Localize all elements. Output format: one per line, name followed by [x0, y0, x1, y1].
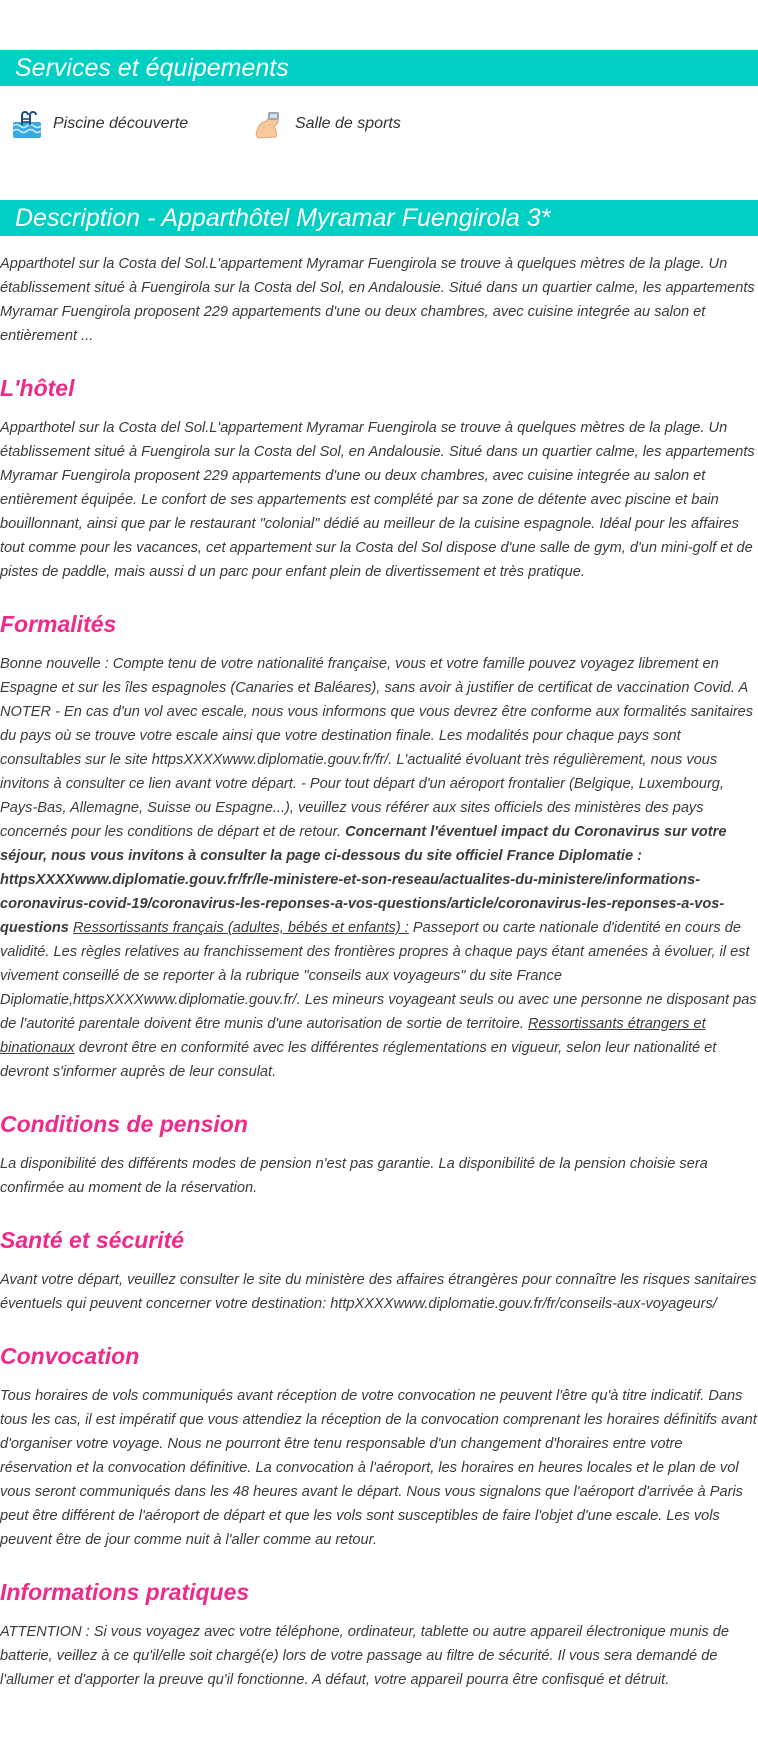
sante-text: Avant votre départ, veuillez consulter le site du ministère des affaires étrangères pour connaître les risques sanitaires éventuels qui peuvent concerner votre destination: httpXXXXwww.diplomatie.gouv.fr/fr/conseils-aux-voyageurs/ [0, 1272, 757, 1312]
services-heading: Services et équipements [0, 50, 758, 86]
pension-text: La disponibilité des différents modes de pension n'est pas garantie. La disponibilité de la pension choisie sera confirmée au moment de la réservation. [0, 1156, 708, 1196]
formalites-covid-notice: Concernant l'éventuel impact du Coronavirus sur votre séjour, nous vous invitons à consulter la page ci-dessous du site officiel France Diplomatie : httpsXXXXwww.diplomatie.gouv.fr/fr/le-ministere-et-son-reseau/actualites-du-ministere/informations-coronavirus-covid-19/coronavirus-les-reponses-a-vos-questions/article/coronavirus-les-reponses-a-vos-questions [0, 824, 727, 936]
gym-icon [253, 108, 285, 140]
french-nationals-label: Ressortissants français (adultes, bébés et enfants) : [72, 920, 409, 936]
section-title-infos: Informations pratiques [0, 1579, 250, 1605]
service-label: Piscine découverte [53, 115, 189, 132]
service-label: Salle de sports [295, 115, 401, 132]
pool-icon [11, 108, 43, 140]
section-title-hotel: L'hôtel [0, 375, 75, 401]
hotel-text: Apparthotel sur la Costa del Sol.L'appartement Myramar Fuengirola se trouve à quelques mètres de la plage. Un établissement situé à Fuengirola sur la Costa del Sol, en Andalousie. Situé dans un quartier calme, les appartements Myramar Fuengirola proposent 229 appartements d'une ou deux chambres, avec cuisine integrée au salon et entièrement équipée. Le confort de ses appartements est complété par sa zone de détente avec piscine et bain bouillonnant, ainsi que par le restaurant "colonial" dédié au meilleur de la cuisine espagnole. Idéal pour les affaires tout comme pour les vacances, cet appartement sur la Costa del Sol dispose d'une salle de gym, d'un mini-golf et de pistes de paddle, mais aussi d un parc pour enfant plein de divertissement et très pratique. [0, 420, 755, 580]
description-heading: Description - Apparthôtel Myramar Fuengirola 3* [0, 200, 758, 236]
section-title-formalites: Formalités [0, 611, 117, 637]
description-summary: Apparthotel sur la Costa del Sol.L'appartement Myramar Fuengirola se trouve à quelques mètres de la plage. Un établissement situé à Fuengirola sur la Costa del Sol, en Andalousie. Situé dans un quartier calme, les appartements Myramar Fuengirola proposent 229 appartements d'une ou deux chambres, avec cuisine integrée au salon et entièrement ... [0, 256, 755, 344]
service-gym [253, 108, 506, 140]
formalites-foreign: devront être en conformité avec les différentes réglementations en vigueur, selon leur nationalité et devront s'informer auprès de leur consulat. [0, 1040, 717, 1080]
formalites-documents: Passeport ou carte nationale d'identité en cours de validité. Les règles relatives au franchissement des frontières propres à chaque pays étant amenées à évoluer, il est vivement conseillé de se reporter à la rubrique "conseils aux voyageurs" du site France Diplomatie,httpsXXXXwww.diplomatie.gouv.fr/. Les mineurs voyageant seuls ou avec une personne ne disposant pas de l'autorité parentale doivent être munis d'une autorisation de sortie de territoire. [0, 920, 757, 1032]
services-list [0, 86, 758, 162]
foreign-nationals-label: Ressortissants étrangers et binationaux [0, 1016, 706, 1056]
section-title-pension: Conditions de pension [0, 1111, 248, 1137]
section-title-sante: Santé et sécurité [0, 1227, 185, 1253]
formalites-text [0, 652, 758, 1084]
service-pool [0, 108, 253, 140]
page [0, 50, 758, 1692]
section-title-convocation: Convocation [0, 1343, 140, 1369]
formalites-intro: Bonne nouvelle : Compte tenu de votre nationalité française, vous et votre famille pouvez voyagez librement en Espagne et sur les îles espagnoles (Canaries et Baléares), sans avoir à justifier de certificat de vaccination Covid. A NOTER - En cas d'un vol avec escale, nous vous informons que vous devrez être conforme aux formalités sanitaires du pays où se trouve votre escale ainsi que votre destination finale. Les modalités pour chaque pays sont consultables sur le site httpsXXXXwww.diplomatie.gouv.fr/fr/. L'actualité évoluant très régulièrement, nous vous invitons à consulter ce lien avant votre départ. - Pour tout départ d'un aéroport frontalier (Belgique, Luxembourg, Pays-Bas, Allemagne, Suisse ou Espagne...), veuillez vous référer aux sites officiels des ministères des pays concernés pour les conditions de départ et de retour. [0, 656, 754, 840]
infos-text: ATTENTION : Si vous voyagez avec votre téléphone, ordinateur, tablette ou autre appareil électronique munis de batterie, veillez à ce qu'il/elle soit chargé(e) lors de votre passage au filtre de sécurité. Il vous sera demandé de l'allumer et d'apporter la preuve qu'il fonctionne. A défaut, votre appareil pourra être confisqué et détruit. [0, 1624, 730, 1688]
convocation-text: Tous horaires de vols communiqués avant réception de votre convocation ne peuvent l'être qu'à titre indicatif. Dans tous les cas, il est impératif que vous attendiez la réception de la convocation comprenant les horaires définitifs avant d'organiser votre voyage. Nous ne pourront être tenu responsable d'un changement d'horaires entre votre réservation et la convocation définitive. La convocation à l'aéroport, les horaires en heures locales et le plan de vol vous seront communiqués dans les 48 heures avant le départ. Nous vous signalons que l'aéroport d'arrivée à Paris peut être différent de l'aéroport de départ et que les vols sont susceptibles de faire l'objet d'une escale. Les vols peuvent être de jour comme nuit à l'aller comme au retour. [0, 1388, 757, 1548]
